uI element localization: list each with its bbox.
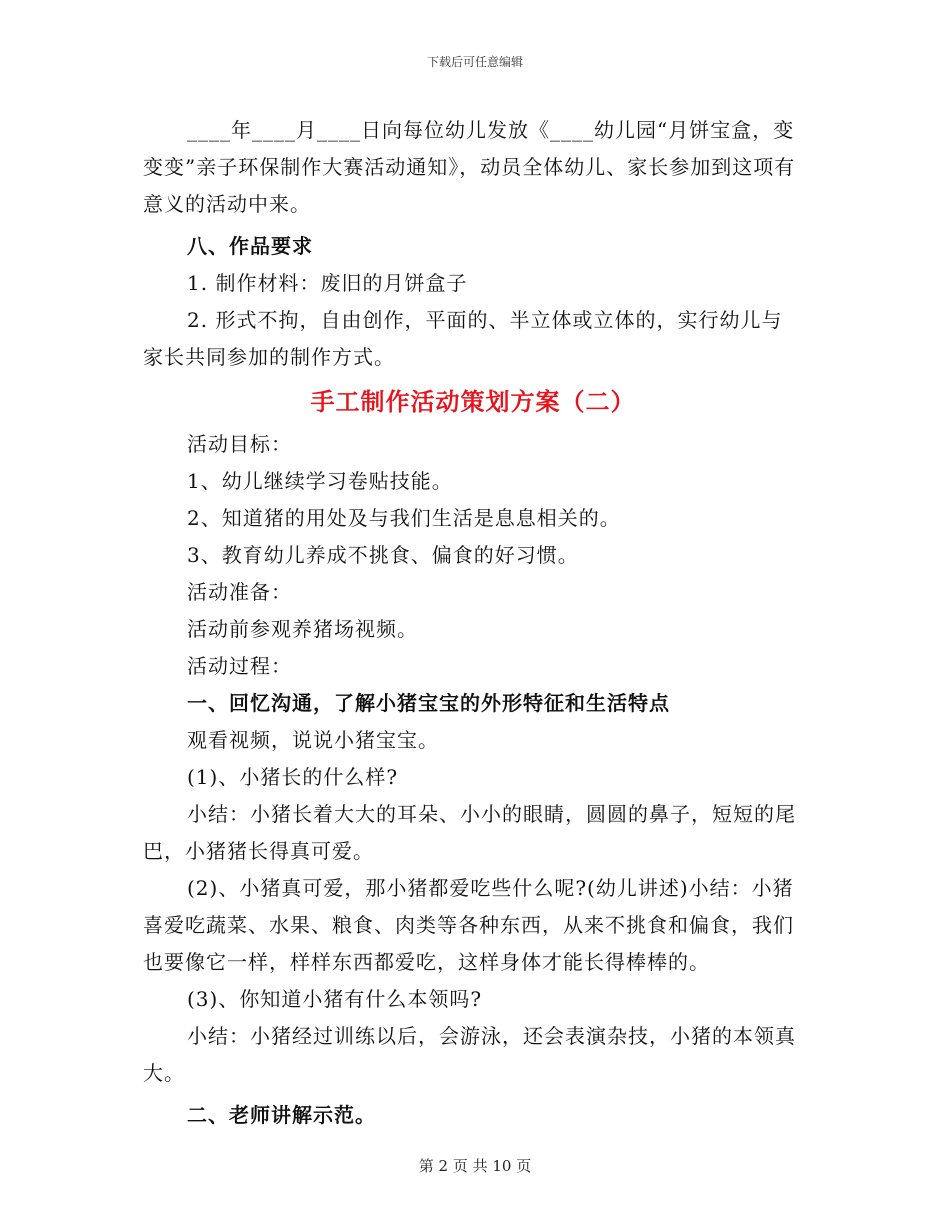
document-title: 手工制作活动策划方案（二） (310, 387, 636, 416)
process-label: 活动过程： (187, 654, 292, 678)
goal-item: 2、知道猪的用处及与我们生活是息息相关的。 (187, 506, 621, 530)
prep-item: 活动前参观养猪场视频。 (187, 617, 418, 641)
goals-label: 活动目标： (187, 432, 292, 456)
page-header: 下载后可任意编辑 (426, 55, 523, 69)
goal-item: 1、幼儿继续学习卷贴技能。 (187, 469, 453, 493)
section-heading-requirements: 八、作品要求 (187, 234, 313, 258)
question-item: (3)、你知道小猪有什么本领吗? (187, 987, 483, 1011)
step-heading: 一、回忆沟通，了解小猪宝宝的外形特征和生活特点 (187, 691, 670, 715)
question-item: (1)、小猪长的什么样? (187, 765, 399, 789)
prep-label: 活动准备： (187, 580, 292, 604)
step-intro: 观看视频，说说小猪宝宝。 (187, 728, 439, 752)
requirement-item: 2. 形式不拘，自由创作，平面的、半立体或立体的，实行幼儿与家长共同参加的制作方式。 (143, 308, 783, 369)
summary-paragraph: 小结：小猪长着大大的耳朵、小小的眼睛，圆圆的鼻子，短短的尾巴，小猪猪长得真可爱。 (143, 802, 796, 863)
document-body (143, 112, 803, 1134)
requirement-item: 1. 制作材料：废旧的月饼盒子 (187, 271, 468, 295)
page-number: 第 2 页 共 10 页 (418, 1157, 532, 1175)
goal-item: 3、教育幼儿养成不挑食、偏食的好习惯。 (187, 543, 579, 567)
question-item: (2)、小猪真可爱，那小猪都爱吃些什么呢?(幼儿讲述)小结：小猪喜爱吃蔬菜、水果、粮食、肉类等各种东西，从来不挑食和偏食，我们也要像它一样，样样东西都爱吃，这样身体才能长得棒棒的。 (143, 876, 794, 974)
intro-paragraph: ____年____月____日向每位幼儿发放《____幼儿园“月饼宝盒，变变变”亲子环保制作大赛活动通知》，动员全体幼儿、家长参加到这项有意义的活动中来。 (143, 118, 796, 216)
step-heading: 二、老师讲解示范。 (187, 1103, 376, 1127)
summary-paragraph: 小结：小猪经过训练以后，会游泳，还会表演杂技，小猪的本领真大。 (143, 1024, 796, 1085)
